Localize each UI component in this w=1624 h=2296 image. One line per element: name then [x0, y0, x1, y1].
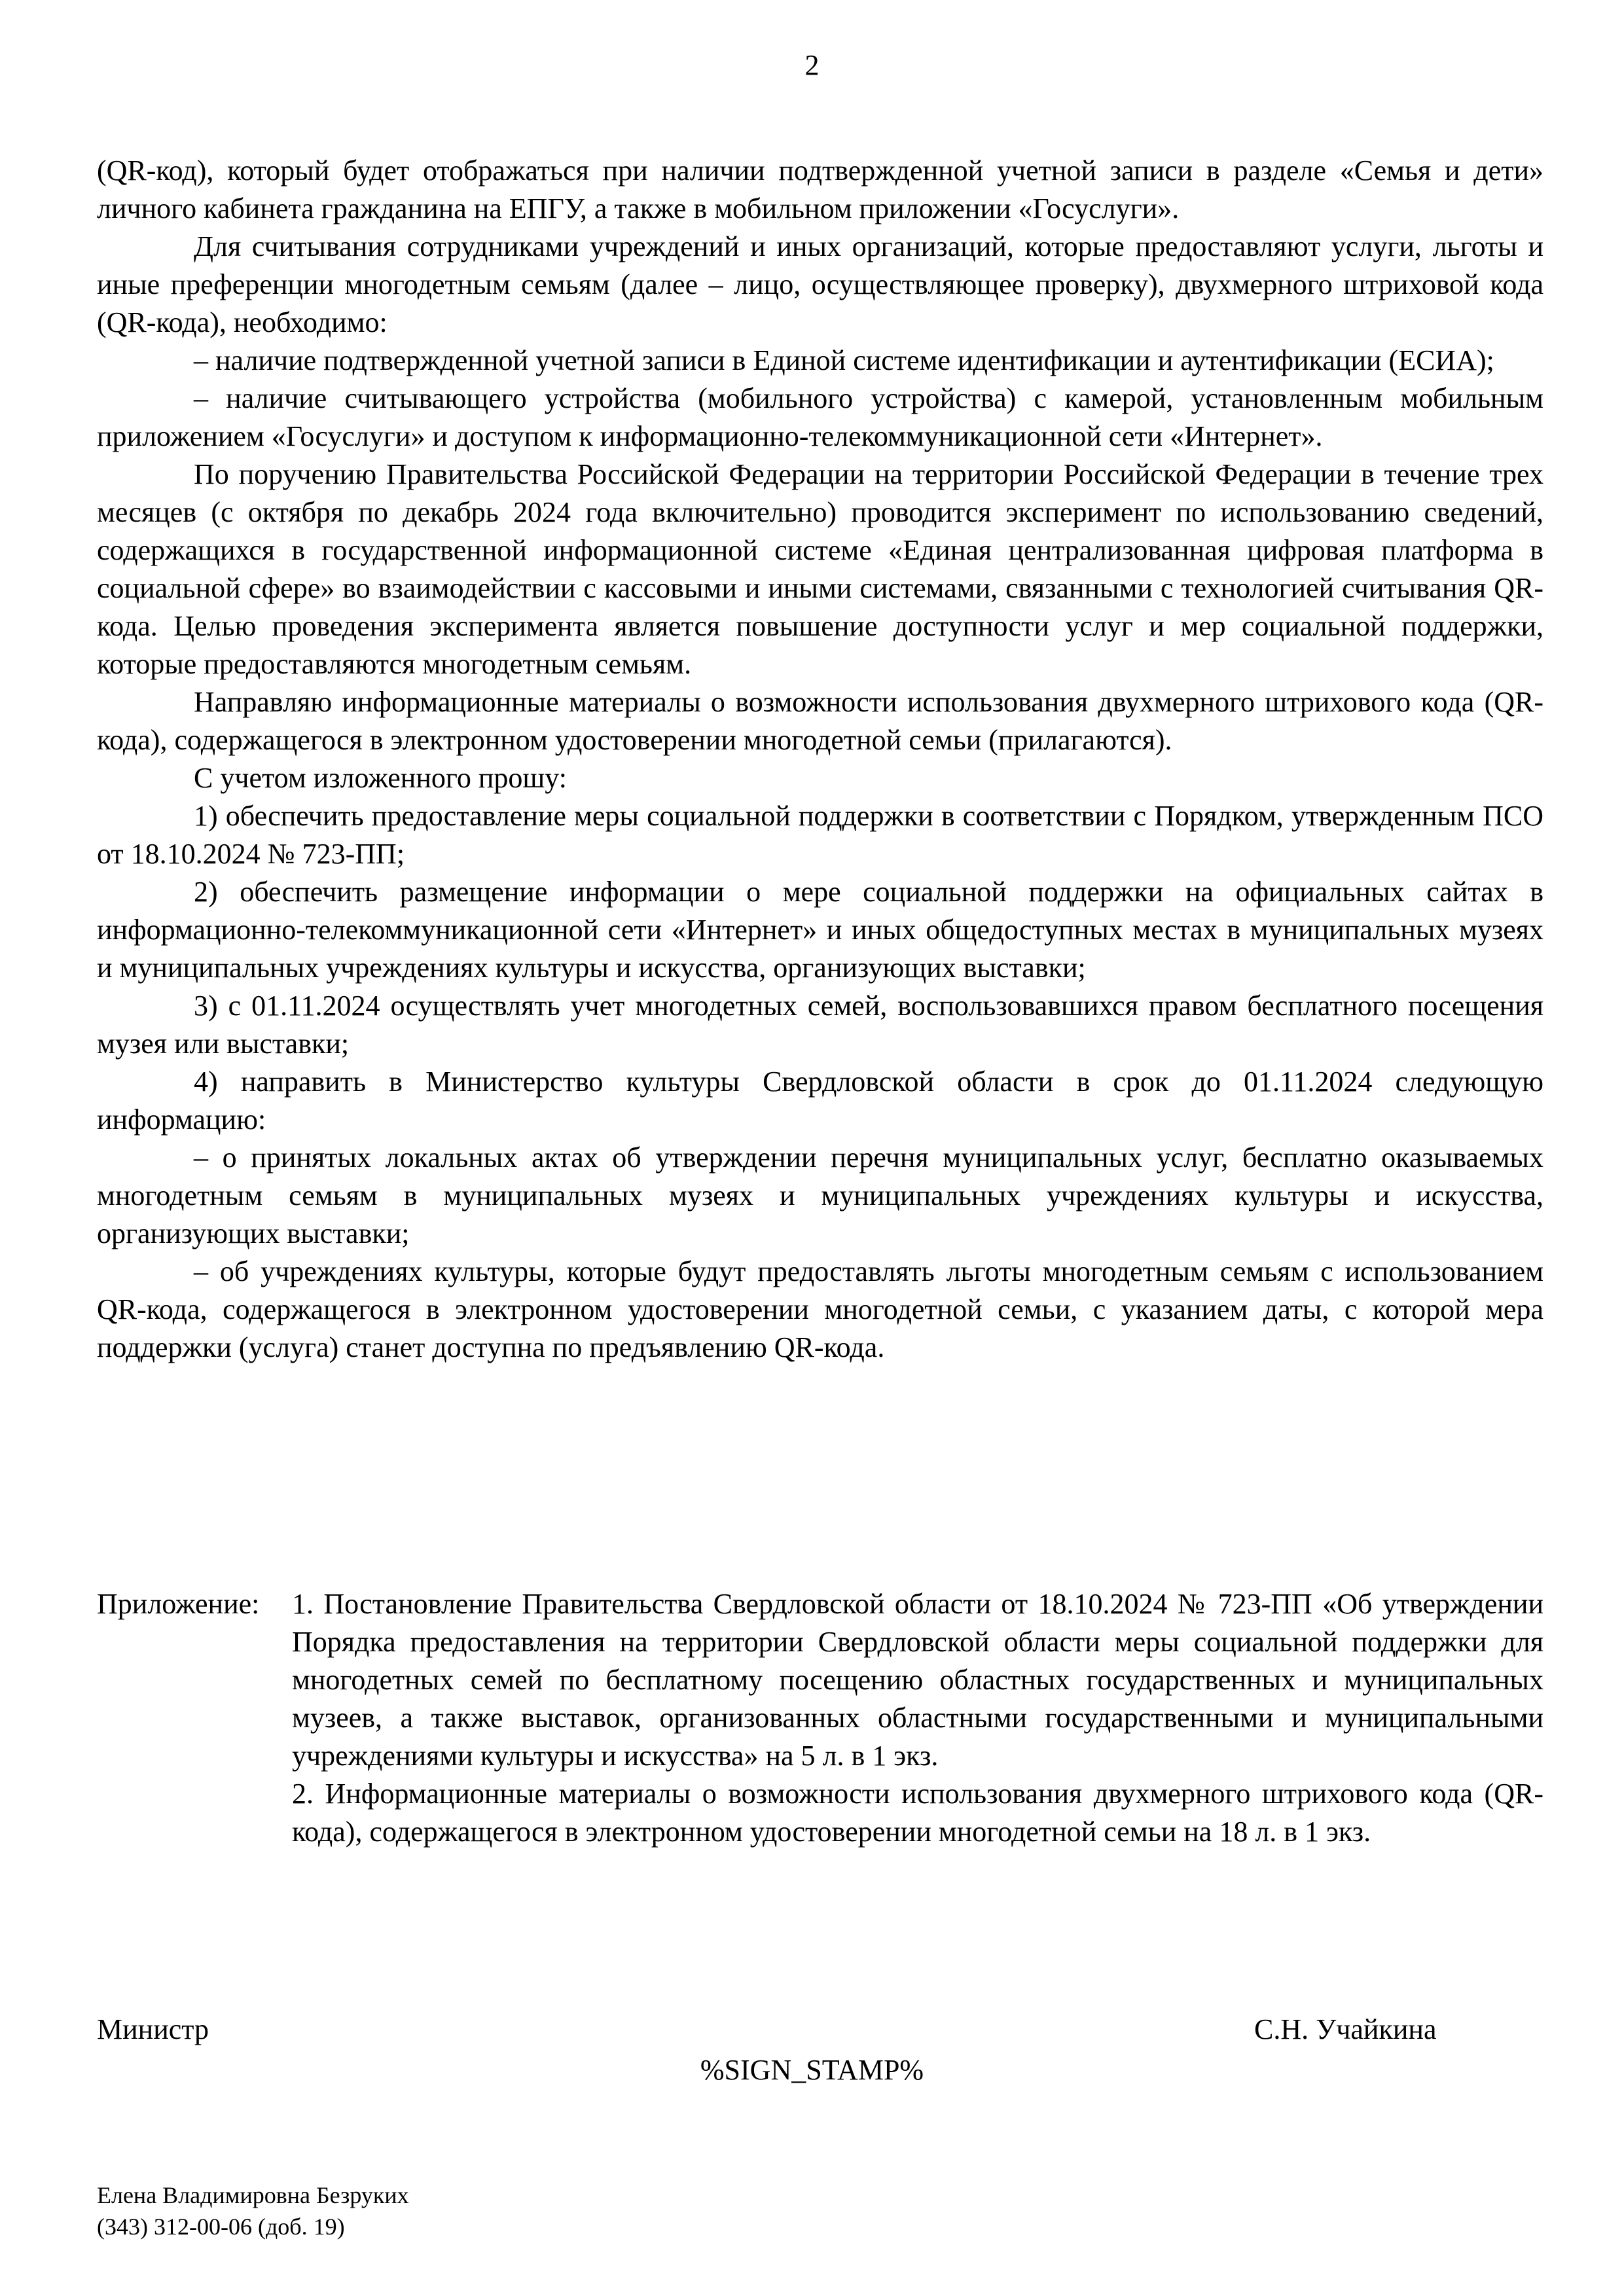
- paragraph: – о принятых локальных актах об утверждении перечня муниципальных услуг, бесплатно оказываемых многодетным семьям в муниципальных музеях и муниципальных учреждениях культуры и искусства, организующих выставки;: [97, 1141, 1543, 1249]
- paragraph: – об учреждениях культуры, которые будут предоставлять льготы многодетным семьям с использованием QR-кода, содержащегося в электронном удостоверении многодетной семьи, с указанием даты, с которой мера поддержки (услуга) станет доступна по предъявлению QR-кода.: [97, 1255, 1543, 1363]
- paragraph: 4) направить в Министерство культуры Свердловской области в срок до 01.11.2024 следующую информацию:: [97, 1066, 1543, 1136]
- page-number: 2: [804, 49, 820, 81]
- contact-phone: (343) 312-00-06 (доб. 19): [97, 2214, 345, 2240]
- paragraph: – наличие подтвержденной учетной записи в Единой системе идентификации и аутентификации (ЕСИА);: [194, 344, 1494, 376]
- paragraph: 2) обеспечить размещение информации о мере социальной поддержки на официальных сайтах в информационно-телекоммуникационной сети «Интернет» и иных общедоступных местах в муниципальных музеях и муниципальных учреждениях культуры и искусства, организующих выставки;: [97, 876, 1543, 984]
- sign-stamp-placeholder: %SIGN_STAMP%: [700, 2054, 924, 2086]
- attachments-label: Приложение:: [97, 1588, 260, 1620]
- paragraph: С учетом изложенного прошу:: [194, 762, 567, 794]
- paragraph: Направляю информационные материалы о возможности использования двухмерного штрихового кода (QR-кода), содержащегося в электронном удостоверении многодетной семьи (прилагаются).: [97, 686, 1543, 756]
- signatory-name: С.Н. Учайкина: [1254, 2013, 1437, 2045]
- contact-name: Елена Владимировна Безруких: [97, 2182, 409, 2208]
- paragraph: 3) с 01.11.2024 осуществлять учет многодетных семей, воспользовавшихся правом бесплатного посещения музея или выставки;: [97, 990, 1543, 1060]
- signatory-position: Министр: [97, 2013, 209, 2045]
- paragraph: По поручению Правительства Российской Федерации на территории Российской Федерации в течение трех месяцев (с октября по декабрь 2024 года включительно) проводится эксперимент по использованию сведений, содержащихся в государственной информационной системе «Единая централизованная цифровая платформа в социальной сфере» во взаимодействии с кассовыми и иными системами, связанными с технологией считывания QR-кода. Целью проведения эксперимента является повышение доступности услуг и мер социальной поддержки, которые предоставляются многодетным семьям.: [97, 458, 1543, 680]
- paragraph: (QR-код), который будет отображаться при наличии подтвержденной учетной записи в разделе «Семья и дети» личного кабинета гражданина на ЕПГУ, а также в мобильном приложении «Госуслуги».: [97, 154, 1543, 224]
- attachments-list: [292, 1585, 1543, 1851]
- paragraph: Для считывания сотрудниками учреждений и иных организаций, которые предоставляют услуги, льготы и иные преференции многодетным семьям (далее – лицо, осуществляющее проверку), двухмерного штриховой кода (QR-кода), необходимо:: [97, 230, 1543, 338]
- attachment-item: 2. Информационные материалы о возможности использования двухмерного штрихового кода (QR-кода), содержащегося в электронном удостоверении многодетной семьи на 18 л. в 1 экз.: [292, 1778, 1543, 1848]
- contact-block: [97, 2179, 409, 2242]
- attachment-item: 1. Постановление Правительства Свердловской области от 18.10.2024 № 723-ПП «Об утверждении Порядка предоставления на территории Свердловской области меры социальной поддержки для многодетных семей по бесплатному посещению областных государственных и муниципальных музеев, а также выставок, организованных областными государственными и муниципальными учреждениями культуры и искусства» на 5 л. в 1 экз.: [292, 1588, 1543, 1772]
- letter-body: [97, 152, 1543, 1367]
- paragraph: – наличие считывающего устройства (мобильного устройства) с камерой, установленным мобильным приложением «Госуслуги» и доступом к информационно-телекоммуникационной сети «Интернет».: [97, 382, 1543, 452]
- paragraph: 1) обеспечить предоставление меры социальной поддержки в соответствии с Порядком, утвержденным ПСО от 18.10.2024 № 723-ПП;: [97, 800, 1543, 870]
